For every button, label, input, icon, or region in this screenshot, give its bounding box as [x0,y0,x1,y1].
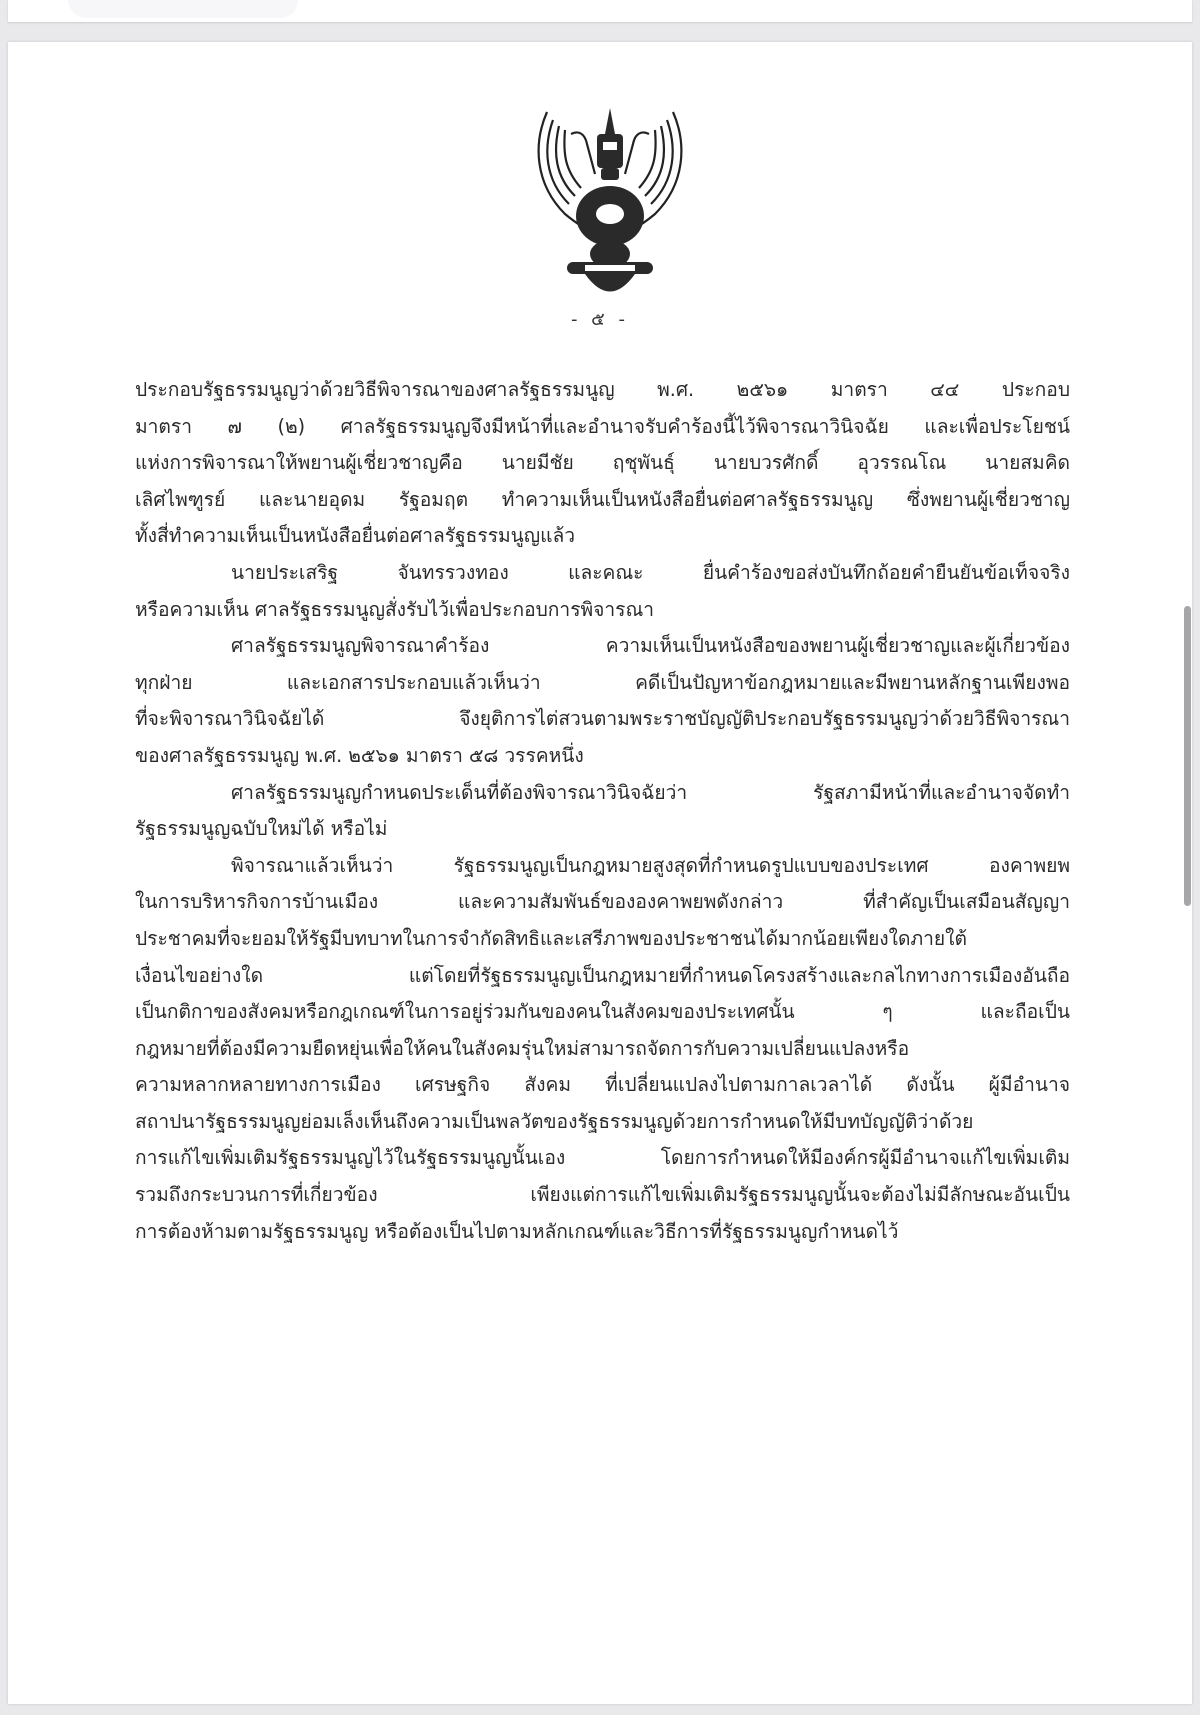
previous-page-smudge [68,0,298,18]
text-line: ศาลรัฐธรรมนูญกำหนดประเด็นที่ต้องพิจารณาวินิจฉัยว่า รัฐสภามีหน้าที่และอำนาจจัดทำ [231,780,1070,804]
text-line: ในการบริหารกิจการบ้านเมือง และความสัมพันธ์ขององคาพยพดังกล่าว ที่สำคัญเป็นเสมือนสัญญา [135,890,1070,914]
text-line: แห่งการพิจารณาให้พยานผู้เชี่ยวชาญคือ นายมีชัย ฤชุพันธุ์ นายบวรศักดิ์ อุวรรณโณ นายสมคิด [135,451,1070,475]
text-line: ที่จะพิจารณาวินิจฉัยได้ จึงยุติการไต่สวนตามพระราชบัญญัติประกอบรัฐธรรมนูญว่าด้วยวิธีพิจารณา [135,707,1070,731]
garuda-emblem-icon [525,104,695,304]
text-line: ประกอบรัฐธรรมนูญว่าด้วยวิธีพิจารณาของศาลรัฐธรรมนูญ พ.ศ. ๒๕๖๑ มาตรา ๔๔ ประกอบ [135,378,1070,401]
previous-page-edge [8,0,1192,22]
document-page [8,42,1192,1704]
text-line: ของศาลรัฐธรรมนูญ พ.ศ. ๒๕๖๑ มาตรา ๕๘ วรรคหนึ่ง [135,743,584,767]
text-line: รัฐธรรมนูญฉบับใหม่ได้ หรือไม่ [135,817,388,841]
text-line: กฎหมายที่ต้องมีความยืดหยุ่นเพื่อให้คนในสังคมรุ่นใหม่สามารถจัดการกับความเปลี่ยนแปลงหรือ [135,1036,910,1060]
text-line: สถาปนารัฐธรรมนูญย่อมเล็งเห็นถึงความเป็นพลวัตของรัฐธรรมนูญด้วยการกำหนดให้มีบทบัญญัติว่าด้วย [135,1109,974,1133]
text-line: นายประเสริฐ จันทรรวงทอง และคณะ ยื่นคำร้องขอส่งบันทึกถ้อยคำยืนยันข้อเท็จจริง [231,560,1070,584]
text-line: ศาลรัฐธรรมนูญพิจารณาคำร้อง ความเห็นเป็นหนังสือของพยานผู้เชี่ยวชาญและผู้เกี่ยวข้อง [231,634,1070,658]
document-body-text [135,372,1070,1250]
text-line: หรือความเห็น ศาลรัฐธรรมนูญสั่งรับไว้เพื่อประกอบการพิจารณา [135,597,655,621]
text-line: เงื่อนไขอย่างใด แต่โดยที่รัฐธรรมนูญเป็นกฎหมายที่กำหนดโครงสร้างและกลไกทางการเมืองอันถือ [135,963,1070,987]
text-line: ทั้งสี่ทำความเห็นเป็นหนังสือยื่นต่อศาลรัฐธรรมนูญแล้ว [135,524,576,548]
text-line: ทุกฝ่าย และเอกสารประกอบแล้วเห็นว่า คดีเป็นปัญหาข้อกฎหมายและมีพยานหลักฐานเพียงพอ [135,670,1070,694]
text-line: ความหลากหลายทางการเมือง เศรษฐกิจ สังคม ที่เปลี่ยนแปลงไปตามกาลเวลาได้ ดังนั้น ผู้มีอำนาจ [135,1073,1070,1097]
text-line: พิจารณาแล้วเห็นว่า รัฐธรรมนูญเป็นกฎหมายสูงสุดที่กำหนดรูปแบบของประเทศ องคาพยพ [231,853,1070,877]
text-line: เลิศไพฑูรย์ และนายอุดม รัฐอมฤต ทำความเห็นเป็นหนังสือยื่นต่อศาลรัฐธรรมนูญ ซึ่งพยานผู้เชี่ยวชาญ [135,487,1070,511]
text-line: การแก้ไขเพิ่มเติมรัฐธรรมนูญไว้ในรัฐธรรมนูญนั้นเอง โดยการกำหนดให้มีองค์กรผู้มีอำนาจแก้ไขเพิ่มเติม [135,1146,1070,1170]
page-number: - ๕ - [570,309,630,330]
text-line: การต้องห้ามตามรัฐธรรมนูญ หรือต้องเป็นไปตามหลักเกณฑ์และวิธีการที่รัฐธรรมนูญกำหนดไว้ [135,1219,899,1243]
text-line: รวมถึงกระบวนการที่เกี่ยวข้อง เพียงแต่การแก้ไขเพิ่มเติมรัฐธรรมนูญนั้นจะต้องไม่มีลักษณะอันเป็น [135,1183,1070,1207]
text-line: ประชาคมที่จะยอมให้รัฐมีบทบาทในการจำกัดสิทธิและเสรีภาพของประชาชนได้มากน้อยเพียงใดภายใต้ [135,926,968,950]
text-line: มาตรา ๗ (๒) ศาลรัฐธรรมนูญจึงมีหน้าที่และอำนาจรับคำร้องนี้ไว้พิจารณาวินิจฉัย และเพื่อประโยชน์ [135,414,1070,438]
vertical-scrollbar-thumb[interactable] [1184,606,1191,906]
text-line: เป็นกติกาของสังคมหรือกฎเกณฑ์ในการอยู่ร่วมกันของคนในสังคมของประเทศนั้น ๆ และถือเป็น [135,1000,1070,1024]
